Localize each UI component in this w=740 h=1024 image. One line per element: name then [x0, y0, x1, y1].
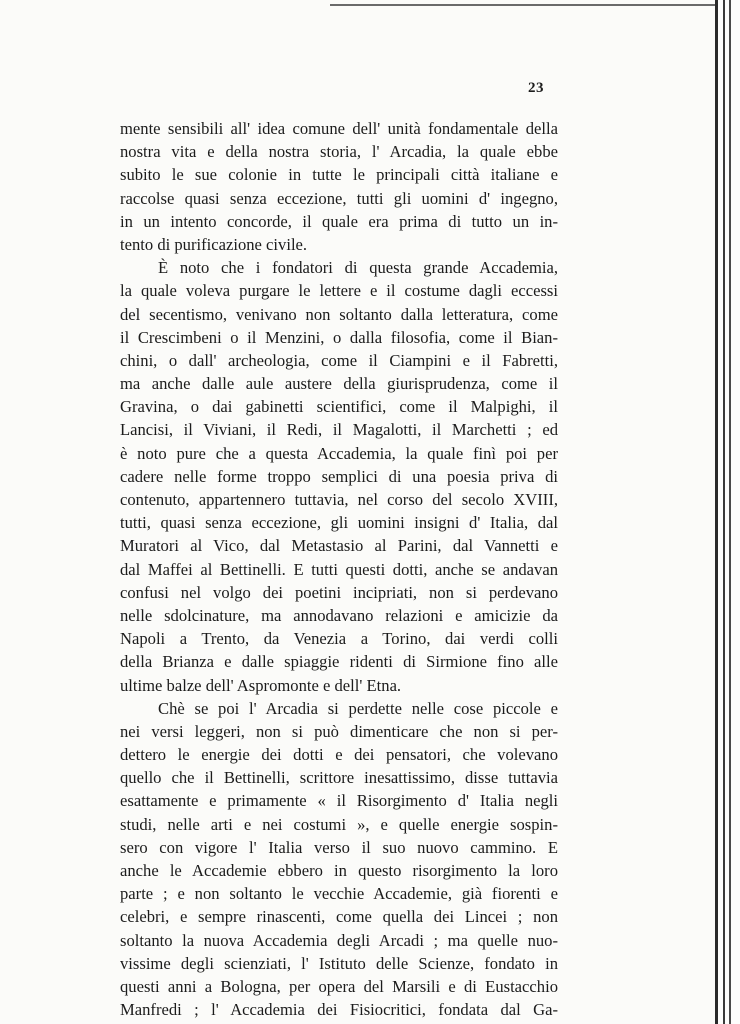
text-line: ma anche dalle aule austere della giurisprudenza, come il — [120, 374, 558, 394]
text-line: Chè se poi l' Arcadia si perdette nelle cose piccole e — [158, 698, 558, 718]
text-line: sero con vigore l' Italia verso il suo nuovo cammino. E — [120, 837, 558, 857]
text-line: confusi nel volgo dei poetini incipriati, non si perdevano — [120, 582, 558, 602]
text-line: contenuto, appartennero tuttavia, nel corso del secolo XVIII, — [120, 490, 558, 509]
text-line: celebri, e sempre rinascenti, come quella dei Lincei ; non — [120, 907, 558, 927]
text-line: mente sensibili all' idea comune dell' unità fondamentale della — [120, 119, 558, 138]
page-binding-edge — [715, 0, 740, 1024]
text-line: dal Maffei al Bettinelli. E tutti questi dotti, anche se andavan — [120, 559, 558, 579]
text-line: Manfredi ; l' Accademia dei Fisiocritici, fondata dal Ga- — [120, 1000, 558, 1020]
text-line: quello che il Bettinelli, scrittore inesattissimo, disse tuttavia — [120, 768, 558, 788]
text-line: È noto che i fondatori di questa grande Accademia, — [158, 258, 558, 278]
text-line: tento di purificazione civile. — [120, 234, 308, 254]
page-top-edge — [330, 4, 718, 6]
text-line: Lancisi, il Viviani, il Redi, il Magalotti, il Marchetti ; ed — [120, 420, 558, 440]
text-line: cadere nelle forme troppo semplici di una poesia priva di — [120, 466, 558, 486]
text-line: dettero le energie dei dotti e dei pensatori, che volevano — [120, 745, 558, 765]
body-text — [120, 117, 558, 1021]
text-line: subito le sue colonie in tutte le principali città italiane e — [120, 165, 558, 185]
text-line: Gravina, o dai gabinetti scientifici, come il Malpighi, il — [120, 397, 558, 417]
text-line: parte ; e non soltanto le vecchie Accademie, già fiorenti e — [120, 884, 558, 904]
text-line: della Brianza e dalle spiaggie ridenti di Sirmione fino alle — [120, 652, 558, 672]
text-line: studi, nelle arti e nei costumi », e quelle energie sospin- — [120, 814, 558, 834]
text-line: soltanto la nuova Accademia degli Arcadi ; ma quelle nuo- — [120, 930, 558, 950]
text-line: chini, o dall' archeologia, come il Ciampini e il Fabretti, — [120, 350, 558, 370]
text-line: raccolse quasi senza eccezione, tutti gli uomini d' ingegno, — [120, 188, 558, 208]
text-line: anche le Accademie ebbero in questo risorgimento la loro — [120, 861, 558, 880]
text-line: nostra vita e della nostra storia, l' Arcadia, la quale ebbe — [120, 142, 558, 162]
text-line: il Crescimbeni o il Menzini, o dalla filosofia, come il Bian- — [120, 327, 558, 347]
text-line: è noto pure che a questa Accademia, la quale finì poi per — [120, 443, 558, 463]
page-number: 23 — [528, 80, 544, 96]
text-line: Napoli a Trento, da Venezia a Torino, dai verdi colli — [120, 629, 558, 649]
text-line: la quale voleva purgare le lettere e il costume dagli eccessi — [120, 281, 558, 301]
text-line: nei versi leggeri, non si può dimenticare che non si per- — [120, 721, 558, 741]
text-line: esattamente e primamente « il Risorgimento d' Italia negli — [120, 791, 558, 811]
text-line: tutti, quasi senza eccezione, gli uomini insigni d' Italia, dal — [120, 513, 558, 533]
text-line: questi anni a Bologna, per opera del Marsili e di Eustacchio — [120, 976, 558, 996]
text-line: nelle sdolcinature, ma annodavano relazioni e amicizie da — [120, 605, 558, 625]
text-line: del secentismo, venivano non soltanto dalla letteratura, come — [120, 304, 558, 324]
text-line: in un intento concorde, il quale era prima di tutto un in- — [120, 211, 558, 231]
text-line: ultime balze dell' Aspromonte e dell' Etna. — [120, 675, 402, 695]
text-line: Muratori al Vico, dal Metastasio al Parini, dal Vannetti e — [120, 536, 558, 556]
text-line: vissime degli scienziati, l' Istituto delle Scienze, fondato in — [120, 953, 558, 973]
